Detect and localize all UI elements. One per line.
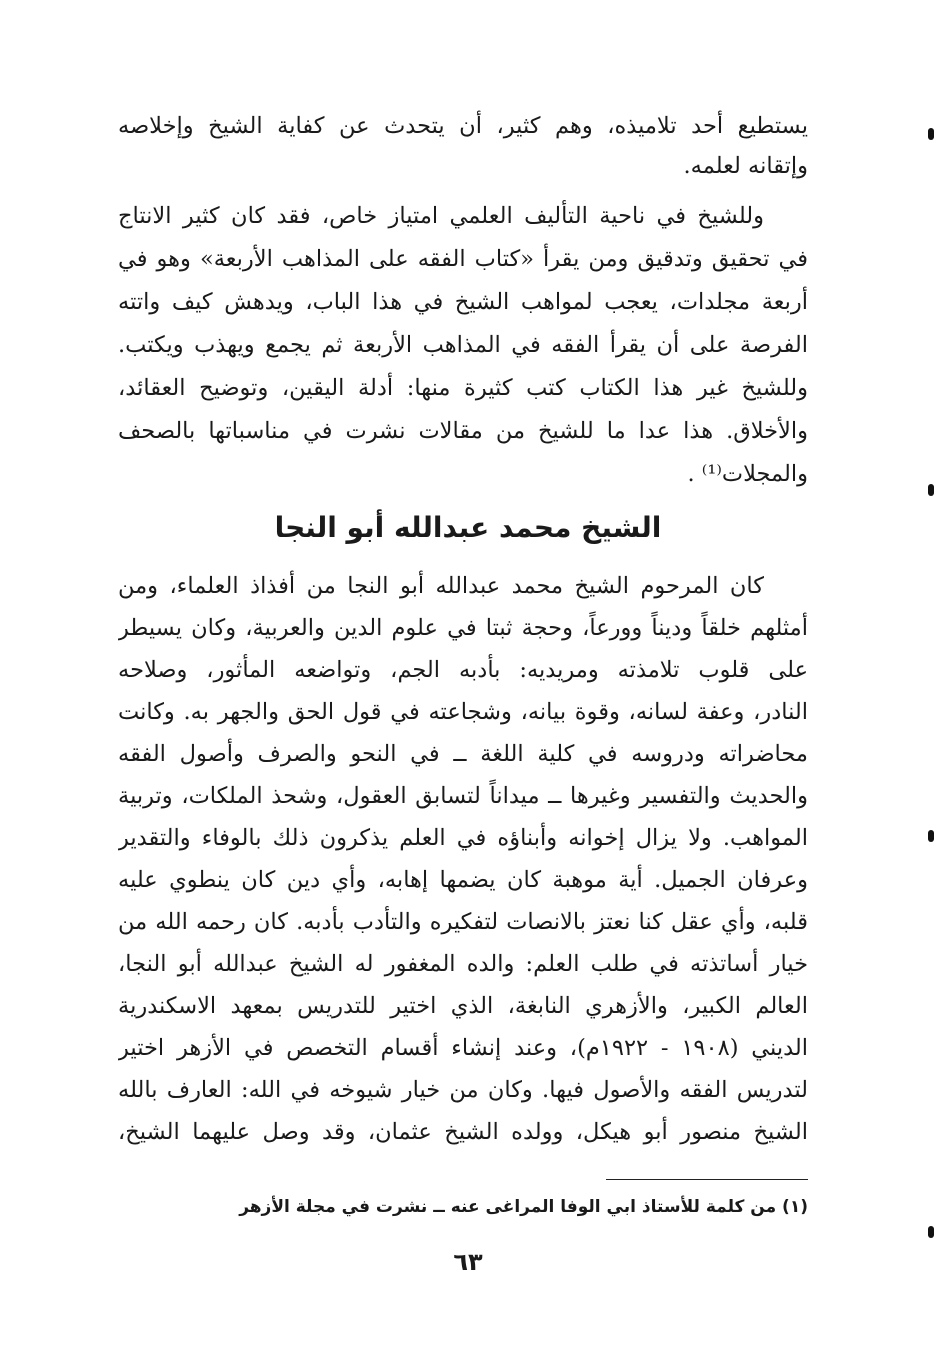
text-line: وللشيخ في ناحية التأليف العلمي امتياز خاص، فقد كان كثير الانتاج	[118, 203, 764, 229]
text-line: وعرفان الجميل. أية موهبة كان يضمها إهابه، وأي دين كان ينطوي عليه	[118, 867, 808, 893]
text-line: والأخلاق. هذا عدا ما للشيخ من مقالات نشرت في مناسباتها بالصحف	[118, 418, 808, 444]
text-line: يستطيع أحد تلاميذه، وهم كثير، أن يتحدث عن كفاية الشيخ وإخلاصه	[118, 113, 808, 139]
text-line: الشيخ منصور أبو هيكل، وولده الشيخ عثمان، وقد وصل عليهما الشيخ،	[118, 1119, 808, 1145]
text-line: على قلوب تلامذته ومريديه: بأدبه الجم، وتواضعه المأثور، وصلاحه	[118, 657, 808, 683]
text-line: في تحقيق وتدقيق ومن يقرأ «كتاب الفقه على المذاهب الأربعة» وهو في	[118, 246, 808, 272]
section-heading: الشيخ محمد عبدالله أبو النجا	[274, 511, 662, 544]
text-line: كان المرحوم الشيخ محمد عبدالله أبو النجا من أفذاذ العلماء، ومن	[118, 573, 764, 599]
page-number: ٦٣	[453, 1248, 483, 1276]
text-line: العالم الكبير، والأزهري النابغة، الذي اختير للتدريس بمعهد الاسكندرية	[118, 993, 808, 1019]
text-line: محاضراته ودروسه في كلية اللغة ــ في النحو والصرف وأصول الفقه	[118, 741, 808, 767]
footnote: (١) من كلمة للأستاذ ابي الوفا المراغى عنه ــ نشرت في مجلة الأزهر	[239, 1197, 808, 1217]
text-line: قلبه، وأي عقل كنا نعتز بالانصات لتفكيره والتأدب بأدبه. كان رحمه الله من	[118, 909, 808, 935]
text-line: الديني (١٩٠٨ - ١٩٢٢م)، وعند إنشاء أقسام التخصص في الأزهر اختير	[118, 1035, 808, 1061]
text-line: الفرصة على أن يقرأ الفقه في المذاهب الأربعة ثم يجمع ويهذب ويكتب.	[118, 332, 808, 358]
text-line: المواهب. ولا يزال إخوانه وأبناؤه في العلم يذكرون ذلك بالوفاء والتقدير	[118, 825, 808, 851]
margin-mark	[928, 128, 934, 140]
text-line: والحديث والتفسير وغيرها ــ ميداناً لتسابق العقول، وشحذ الملكات، وتربية	[118, 783, 808, 809]
text-line: خيار أساتذته في طلب العلم: والده المغفور له الشيخ عبدالله أبو النجا،	[118, 951, 808, 977]
footnote-separator	[606, 1179, 808, 1180]
margin-mark	[928, 830, 934, 842]
text-line: لتدريس الفقه والأصول فيها. وكان من خيار شيوخه في الله: العارف بالله	[118, 1077, 808, 1103]
text-line: أمثلهم خلقاً وديناً وورعاً، وحجة ثبتا في علوم الدين والعربية، وكان يسيطر	[118, 615, 808, 641]
margin-mark	[928, 484, 934, 496]
text-line: وإتقانه لعلمه.	[683, 153, 808, 179]
text-line: وللشيخ غير هذا الكتاب كتب كثيرة منها: أدلة اليقين، وتوضيح العقائد،	[118, 375, 808, 401]
margin-mark	[928, 1226, 934, 1238]
text-line: والمجلات⁽¹⁾ .	[687, 461, 808, 487]
text-line: أربعة مجلدات، يعجب لمواهب الشيخ في هذا الباب، ويدهش كيف واتته	[118, 289, 808, 315]
text-line: النادر، وعفة لسانه، وقوة بيانه، وشجاعته في قول الحق والجهر به. وكانت	[118, 699, 808, 725]
